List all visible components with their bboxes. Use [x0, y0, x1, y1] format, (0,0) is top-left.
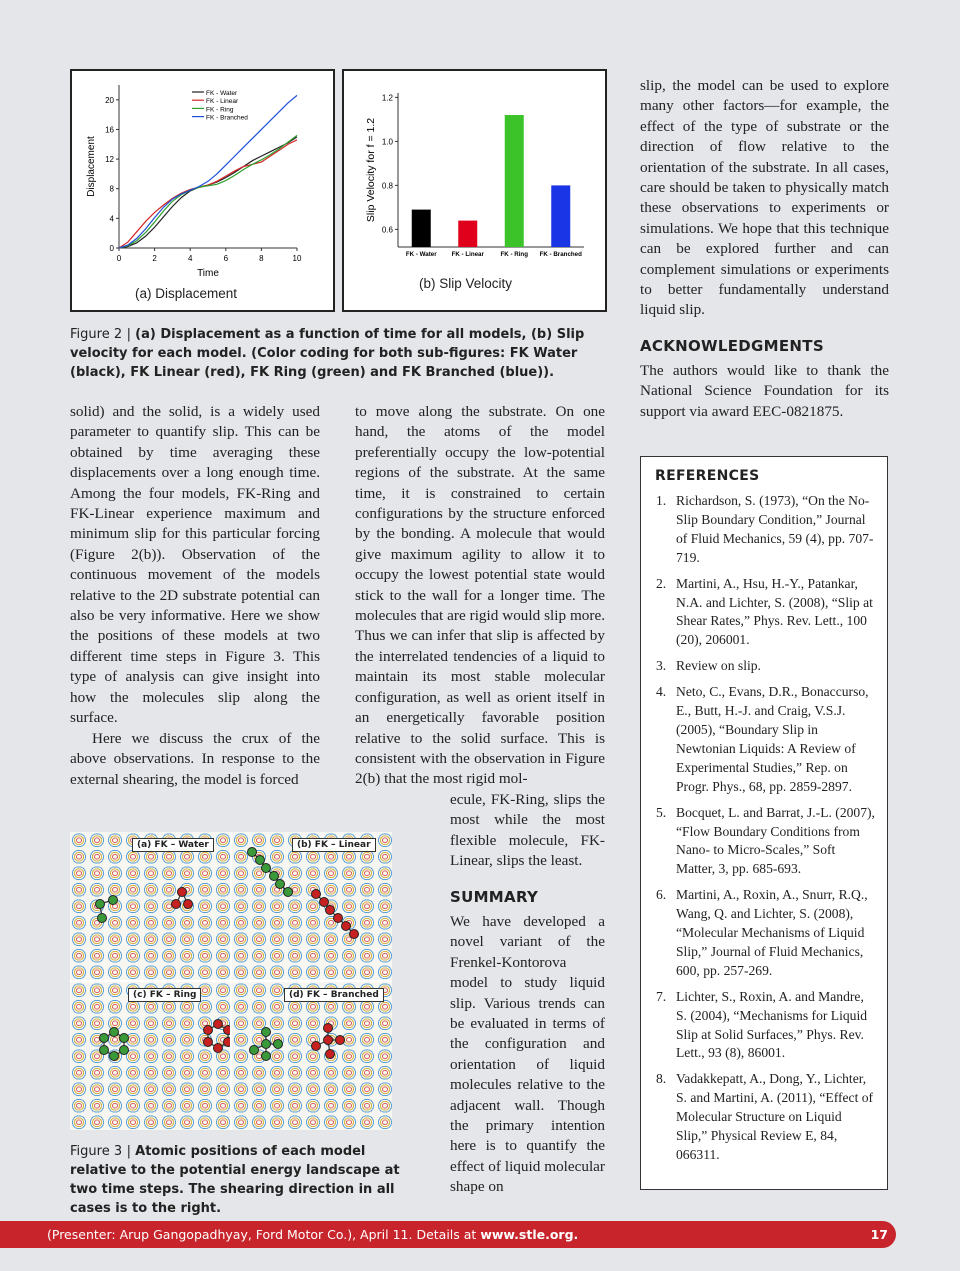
- x-tick-label: 10: [292, 254, 302, 263]
- reference-item: 7. Lichter, S., Roxin, A. and Mandre, S. (2004), “Mechanisms for Liquid Slip at Solid Surfaces,” Phys. Rev. Lett., 93 (8), 86001.: [656, 988, 868, 1061]
- legend-label: FK - Water: [206, 90, 238, 97]
- y-tick-label: 4: [109, 214, 114, 224]
- figure3-caption-text: Atomic positions of each model relative to the potential energy landscape at two time steps. The shearing direction in all cases is to the right.: [70, 1144, 400, 1216]
- column3-paragraph: slip, the model can be used to explore many other factors—for example, the effect of the type of substrate or the direction of flow relative to the orientation of the substrate. In all cases, care should be taken to physically match these observations to experiments or simulations. We hope that this technique can be explored further and can complement simulations or experiments to better fundamentally understand liquid slip.: [640, 77, 889, 319]
- panel-label-branched: (d) FK – Branched: [284, 988, 384, 1002]
- figure2-caption: [70, 325, 607, 382]
- reference-item: 5. Bocquet, L. and Barrat, J.-L. (2007), “Flow Boundary Conditions from Nano- to Micro-Scales,” Soft Matter, 3, pp. 685-693.: [656, 804, 875, 877]
- footer-bar: [0, 1221, 896, 1248]
- summary-paragraph: We have developed a novel variant of the Frenkel-Kontorova model to study liquid slip. Various trends can be evaluated in terms of the configuration and orientation of liquid molecules relative to the adjacent wall. Though the primary intention here is to quantify the effect of liquid molecular shape on: [450, 913, 605, 1196]
- figure3-caption-label: Figure 3: [70, 1144, 123, 1159]
- summary-heading: SUMMARY: [450, 888, 539, 906]
- x-category-label: FK - Water: [405, 251, 437, 258]
- figure3-panels: [70, 832, 392, 1130]
- y-tick-label: 8: [109, 184, 114, 194]
- legend-label: FK - Linear: [206, 98, 239, 106]
- reference-item: 6. Martini, A., Roxin, A., Snurr, R.Q., Wang, Q. and Lichter, S. (2008), “Molecular Mechanisms of Liquid Slip,” Journal of Fluid Mechanics, 600, pp. 257-269.: [656, 887, 868, 978]
- y-tick-label: 0.6: [381, 225, 393, 235]
- legend-label: FK - Branched: [206, 114, 248, 122]
- figure2-caption-text: (a) Displacement as a function of time for all models, (b) Slip velocity for each model. (Color coding for both sub-figures: FK Water (black), FK Linear (red), FK Ring (green) and FK Branched (blue)).: [70, 327, 585, 380]
- figure3-panel-branched: [232, 982, 392, 1130]
- figure2-caption-label: Figure 2: [70, 327, 123, 342]
- x-category-label: FK - Linear: [451, 251, 484, 258]
- x-tick-label: 2: [152, 254, 157, 263]
- column1-paragraph: solid) and the solid, is a widely used parameter to quantify slip. This can be obtained by time averaging these displacements over a long enough time. Among the four models, FK-Ring and FK-Linear experience maximum and minimum slip for this particular forcing (Figure 2(b)). Observation of the continuous movement of the models relative to the 2D substrate potential can also be very informative. Here we show the positions of these models at two different time steps in Figure 3. This type of analysis can give insight into how the molecules slip along the surface.: [70, 403, 320, 727]
- x-tick-label: 8: [259, 254, 264, 263]
- column2-paragraph: to move along the substrate. On one hand, the atoms of the model preferentially occupy the low-potential regions of the substrate. At the same time, it is constrained to certain configurations by the structure enforced by the bonding. A molecule that would give maximum agility to allow it to occupy the lowest potential state would stick to the wall for a longer time. The molecules that are rigid would slip more. Thus we can infer that slip is affected by the interrelated tendencies of a liquid to maintain its most stable molecular configuration, as well as orient itself in an energetically favorable position relative to the solid surface. This is consistent with the observation in Figure 2(b) that the most rigid mol-: [355, 403, 605, 788]
- branched-molecules: [232, 982, 392, 1130]
- figure3-caption: [70, 1142, 415, 1218]
- reference-item: 1. Richardson, S. (1973), “On the No-Slip Boundary Condition,” Journal of Fluid Mechanics, 59 (4), pp. 707-719.: [656, 493, 874, 565]
- y-tick-label: 20: [105, 95, 114, 105]
- figure2-slip-velocity-box: [342, 69, 607, 312]
- y-tick-label: 0.8: [381, 181, 393, 191]
- bar: [412, 210, 431, 247]
- y-axis-title: Slip Velocity for f = 1.2: [365, 117, 377, 223]
- series-line: [119, 137, 297, 248]
- panel-label-linear: (b) FK – Linear: [292, 838, 376, 852]
- figure2-displacement-box: [70, 69, 335, 312]
- reference-item: 2. Martini, A., Hsu, H.-Y., Patankar, N.A. and Lichter, S. (2008), “Slip at Shear Rates,” Phys. Rev. Lett., 100 (20), 206001.: [656, 575, 873, 648]
- figure3-panel-ring: [70, 982, 230, 1130]
- x-tick-label: 4: [187, 254, 193, 263]
- ring-molecules: [70, 982, 230, 1130]
- reference-item: 4. Neto, C., Evans, D.R., Bonaccurso, E., Butt, H.-J. and Craig, V.S.J. (2005), “Boundary Slip in Newtonian Liquids: A Review of Experimental Studies,” Rep. on Progr. Phys., 68, pp. 2859-2897.: [656, 684, 869, 794]
- x-tick-label: 0: [116, 254, 122, 263]
- linear-molecules: [232, 832, 392, 980]
- bar: [505, 115, 524, 247]
- y-tick-label: 16: [105, 125, 114, 135]
- column2-paragraph-narrow: ecule, FK-Ring, slips the most while the most flexible molecule, FK-Linear, slips the least.: [450, 791, 605, 870]
- caption-divider: |: [126, 327, 136, 342]
- references-box: [640, 456, 888, 1190]
- bar: [551, 185, 570, 247]
- displacement-chart: [72, 71, 333, 310]
- panel-label-ring: (c) FK – Ring: [128, 988, 201, 1002]
- acknowledgments-heading: ACKNOWLEDGMENTS: [640, 337, 824, 355]
- y-tick-label: 1.0: [381, 137, 393, 147]
- x-tick-label: 6: [223, 254, 229, 263]
- references-list: [656, 492, 876, 1172]
- water-molecules: [70, 832, 230, 980]
- references-heading: REFERENCES: [655, 468, 760, 484]
- x-category-label: FK - Branched: [539, 251, 582, 258]
- reference-item: 3. Review on slip.: [656, 658, 761, 674]
- x-axis-title: Time: [197, 268, 219, 279]
- caption-divider: |: [126, 1144, 136, 1159]
- y-axis-title: Displacement: [86, 136, 97, 197]
- displacement-panel-label: (a) Displacement: [135, 286, 238, 301]
- column1-paragraph2: Here we discuss the crux of the above observations. In response to the external shearing, the model is forced: [70, 730, 320, 788]
- x-category-label: FK - Ring: [500, 251, 528, 258]
- y-tick-label: 1.2: [381, 93, 393, 103]
- panel-label-water: (a) FK – Water: [132, 838, 214, 852]
- page-number: 17: [870, 1227, 888, 1242]
- legend-label: FK - Ring: [206, 106, 234, 114]
- slip-velocity-chart: [344, 71, 605, 310]
- figure3-panel-linear: [232, 832, 392, 980]
- y-tick-label: 0: [109, 244, 114, 253]
- bar: [458, 221, 477, 247]
- reference-item: 8. Vadakkepatt, A., Dong, Y., Lichter, S. and Martini, A. (2011), “Effect of Molecular Structure on Liquid Slip,” Physical Review E, 84, 066311.: [656, 1071, 874, 1162]
- figure3-panel-water: [70, 832, 230, 980]
- footer-text: (Presenter: Arup Gangopadhyay, Ford Motor Co.), April 11. Details at www.stle.org.: [47, 1227, 579, 1242]
- acknowledgments-paragraph: The authors would like to thank the National Science Foundation for its support via award EEC-0821875.: [640, 362, 889, 420]
- slip-velocity-panel-label: (b) Slip Velocity: [419, 276, 513, 291]
- footer-link[interactable]: www.stle.org.: [480, 1227, 579, 1242]
- y-tick-label: 12: [105, 155, 114, 165]
